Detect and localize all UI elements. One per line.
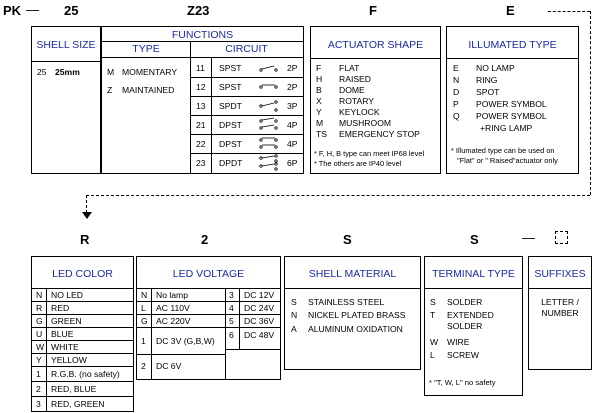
circuit-code: 22 bbox=[196, 139, 206, 149]
terminal-label: SOLDER bbox=[447, 321, 483, 331]
actuator-label: EMERGENCY STOP bbox=[339, 129, 420, 139]
type-label: MAINTAINED bbox=[122, 85, 175, 95]
type-label: MOMENTARY bbox=[122, 67, 178, 77]
led-color-code: 1 bbox=[36, 369, 41, 379]
circuit-name: DPST bbox=[219, 120, 242, 130]
led-voltage-code: 5 bbox=[229, 316, 234, 326]
led-voltage-code: 1 bbox=[141, 336, 146, 346]
code-shell-size: 25 bbox=[64, 3, 79, 18]
circuit-code: 13 bbox=[196, 101, 206, 111]
actuator-code: X bbox=[316, 96, 322, 106]
led-voltage-code: 3 bbox=[229, 290, 234, 300]
led-voltage-label: DC 24V bbox=[244, 303, 275, 313]
shell-material-label: ALUMINUM OXIDATION bbox=[308, 324, 403, 334]
led-voltage-code: L bbox=[141, 303, 146, 313]
connector-line bbox=[86, 195, 87, 213]
terminal-code: L bbox=[430, 350, 435, 360]
arrow-down-icon bbox=[82, 212, 92, 219]
shell-size-value: 25mm bbox=[55, 67, 80, 77]
illumination-box bbox=[446, 26, 579, 174]
suffixes-box bbox=[528, 256, 592, 370]
circuit-code: 12 bbox=[196, 82, 206, 92]
circuit-code: 23 bbox=[196, 158, 206, 168]
shell-material-code: S bbox=[291, 297, 297, 307]
led-voltage-box bbox=[136, 256, 281, 380]
connector-line bbox=[590, 11, 591, 195]
circuit-name: SPST bbox=[219, 82, 242, 92]
actuator-label: FLAT bbox=[339, 63, 360, 73]
circuit-pins: 3P bbox=[287, 101, 298, 111]
actuator-note: * The others are IP40 level bbox=[314, 159, 402, 168]
illumination-code: D bbox=[453, 87, 460, 97]
code-dash: — bbox=[522, 230, 535, 245]
led-voltage-code: 2 bbox=[141, 361, 146, 371]
terminal-label: EXTENDED bbox=[447, 310, 494, 320]
actuator-code: B bbox=[316, 85, 322, 95]
terminal-type-box bbox=[424, 256, 523, 396]
led-color-code: 3 bbox=[36, 399, 41, 409]
actuator-note: * F, H, B type can meet IP68 level bbox=[314, 149, 425, 158]
shell-size-header: SHELL SIZE bbox=[36, 39, 96, 51]
led-voltage-label: DC 48V bbox=[244, 330, 275, 340]
led-voltage-label: DC 6V bbox=[156, 361, 182, 371]
illumination-header: ILLUMATED TYPE bbox=[468, 39, 557, 51]
led-voltage-label: DC 36V bbox=[244, 316, 275, 326]
switch-symbol-icon bbox=[258, 136, 280, 152]
led-color-label: RED, BLUE bbox=[51, 384, 97, 394]
illumination-code: Q bbox=[453, 111, 460, 121]
connector-line bbox=[86, 195, 590, 196]
suffixes-text: LETTER / bbox=[541, 297, 579, 307]
led-voltage-code: 6 bbox=[229, 330, 234, 340]
code-actuator: F bbox=[369, 3, 377, 18]
led-color-code: 2 bbox=[36, 384, 41, 394]
illumination-label: POWER SYMBOL bbox=[476, 111, 547, 121]
actuator-label: MUSHROOM bbox=[339, 118, 392, 128]
type-code: Z bbox=[107, 85, 113, 95]
terminal-label: WIRE bbox=[447, 337, 470, 347]
led-color-header: LED COLOR bbox=[52, 268, 113, 280]
circuit-name: SPDT bbox=[219, 101, 242, 111]
code-terminal: S bbox=[470, 232, 479, 247]
led-color-code: N bbox=[36, 290, 43, 300]
terminal-label: SOLDER bbox=[447, 297, 483, 307]
terminal-code: S bbox=[430, 297, 436, 307]
code-led-color: R bbox=[80, 232, 90, 247]
actuator-shape-box bbox=[310, 26, 441, 174]
led-color-label: RED, GREEN bbox=[51, 399, 105, 409]
illumination-code: N bbox=[453, 75, 460, 85]
led-voltage-label: DC 12V bbox=[244, 290, 275, 300]
led-color-label: R.G.B. (no safety) bbox=[51, 369, 120, 379]
led-voltage-code: N bbox=[141, 290, 148, 300]
suffixes-text: NUMBER bbox=[541, 308, 579, 318]
illumination-label: POWER SYMBOL bbox=[476, 99, 547, 109]
circuit-pins: 2P bbox=[287, 82, 298, 92]
actuator-code: F bbox=[316, 63, 322, 73]
terminal-code: T bbox=[430, 310, 436, 320]
led-color-label: BLUE bbox=[51, 329, 74, 339]
led-color-code: W bbox=[36, 342, 45, 352]
actuator-code: M bbox=[316, 118, 324, 128]
led-voltage-header: LED VOLTAGE bbox=[172, 268, 245, 280]
illumination-label: NO LAMP bbox=[476, 63, 515, 73]
shell-material-code: A bbox=[291, 324, 297, 334]
actuator-code: H bbox=[316, 74, 323, 84]
type-header: TYPE bbox=[132, 43, 160, 55]
functions-box bbox=[101, 26, 304, 174]
circuit-pins: 2P bbox=[287, 63, 298, 73]
illumination-label: RING bbox=[476, 75, 498, 85]
code-illumination: E bbox=[506, 3, 515, 18]
led-voltage-code: 4 bbox=[229, 303, 234, 313]
shell-material-box bbox=[284, 256, 421, 370]
illumination-label: +RING LAMP bbox=[480, 123, 533, 133]
led-color-label: YELLOW bbox=[51, 355, 87, 365]
code-functions: Z23 bbox=[187, 3, 210, 18]
code-led-voltage: 2 bbox=[201, 232, 209, 247]
led-voltage-label: DC 3V (G,B,W) bbox=[156, 336, 215, 346]
type-code: M bbox=[107, 67, 115, 77]
led-color-code: R bbox=[36, 303, 43, 313]
circuit-code: 11 bbox=[196, 63, 205, 73]
actuator-label: RAISED bbox=[339, 74, 371, 84]
illumination-note: "Flat" or " Raised"actuator only bbox=[457, 156, 558, 165]
switch-symbol-icon bbox=[258, 154, 280, 172]
shell-size-code: 25 bbox=[37, 67, 47, 77]
illumination-code: P bbox=[453, 99, 459, 109]
terminal-code: W bbox=[430, 337, 439, 347]
suffixes-header: SUFFIXES bbox=[534, 268, 586, 280]
illumination-label: SPOT bbox=[476, 87, 500, 97]
led-color-label: WHITE bbox=[51, 342, 79, 352]
shell-size-box bbox=[31, 26, 101, 174]
circuit-pins: 6P bbox=[287, 158, 298, 168]
led-color-code: U bbox=[36, 329, 43, 339]
circuit-pins: 4P bbox=[287, 139, 298, 149]
circuit-name: DPST bbox=[219, 139, 242, 149]
circuit-name: SPST bbox=[219, 63, 242, 73]
code-shell-material: S bbox=[343, 232, 352, 247]
terminal-header: TERMINAL TYPE bbox=[432, 268, 515, 280]
shell-material-header: SHELL MATERIAL bbox=[308, 268, 397, 280]
switch-symbol-icon bbox=[258, 117, 280, 133]
code-dash: — bbox=[26, 2, 39, 17]
actuator-code: Y bbox=[316, 107, 322, 117]
led-color-label: GREEN bbox=[51, 316, 82, 326]
functions-header: FUNCTIONS bbox=[171, 29, 234, 41]
led-color-code: G bbox=[36, 316, 43, 326]
terminal-label: SCREW bbox=[447, 350, 479, 360]
illumination-note: * Illumated type can be used on bbox=[451, 146, 555, 155]
actuator-label: DOME bbox=[339, 85, 365, 95]
circuit-header: CIRCUIT bbox=[225, 43, 268, 55]
led-voltage-label: AC 220V bbox=[156, 316, 191, 326]
terminal-note: * "T, W, L" no safety bbox=[429, 378, 496, 387]
switch-symbol-icon bbox=[258, 82, 280, 92]
led-voltage-code: G bbox=[141, 316, 148, 326]
switch-symbol-icon bbox=[258, 99, 280, 113]
connector-line bbox=[548, 11, 590, 12]
led-color-code: Y bbox=[36, 355, 42, 365]
actuator-label: ROTARY bbox=[339, 96, 375, 106]
suffix-placeholder-box bbox=[555, 231, 568, 244]
code-prefix: PK bbox=[3, 3, 22, 18]
shell-material-label: NICKEL PLATED BRASS bbox=[308, 310, 406, 320]
led-color-label: RED bbox=[51, 303, 70, 313]
shell-material-label: STAINLESS STEEL bbox=[308, 297, 385, 307]
led-color-label: NO LED bbox=[51, 290, 83, 300]
led-voltage-label: No lamp bbox=[156, 290, 188, 300]
led-color-box bbox=[31, 256, 134, 412]
switch-symbol-icon bbox=[258, 63, 280, 73]
circuit-pins: 4P bbox=[287, 120, 298, 130]
circuit-name: DPDT bbox=[219, 158, 243, 168]
actuator-label: KEYLOCK bbox=[339, 107, 380, 117]
led-voltage-label: AC 110V bbox=[156, 303, 190, 313]
actuator-code: TS bbox=[316, 129, 327, 139]
shell-material-code: N bbox=[291, 310, 298, 320]
illumination-code: E bbox=[453, 63, 459, 73]
circuit-code: 21 bbox=[196, 120, 206, 130]
actuator-header: ACTUATOR SHAPE bbox=[327, 39, 424, 51]
